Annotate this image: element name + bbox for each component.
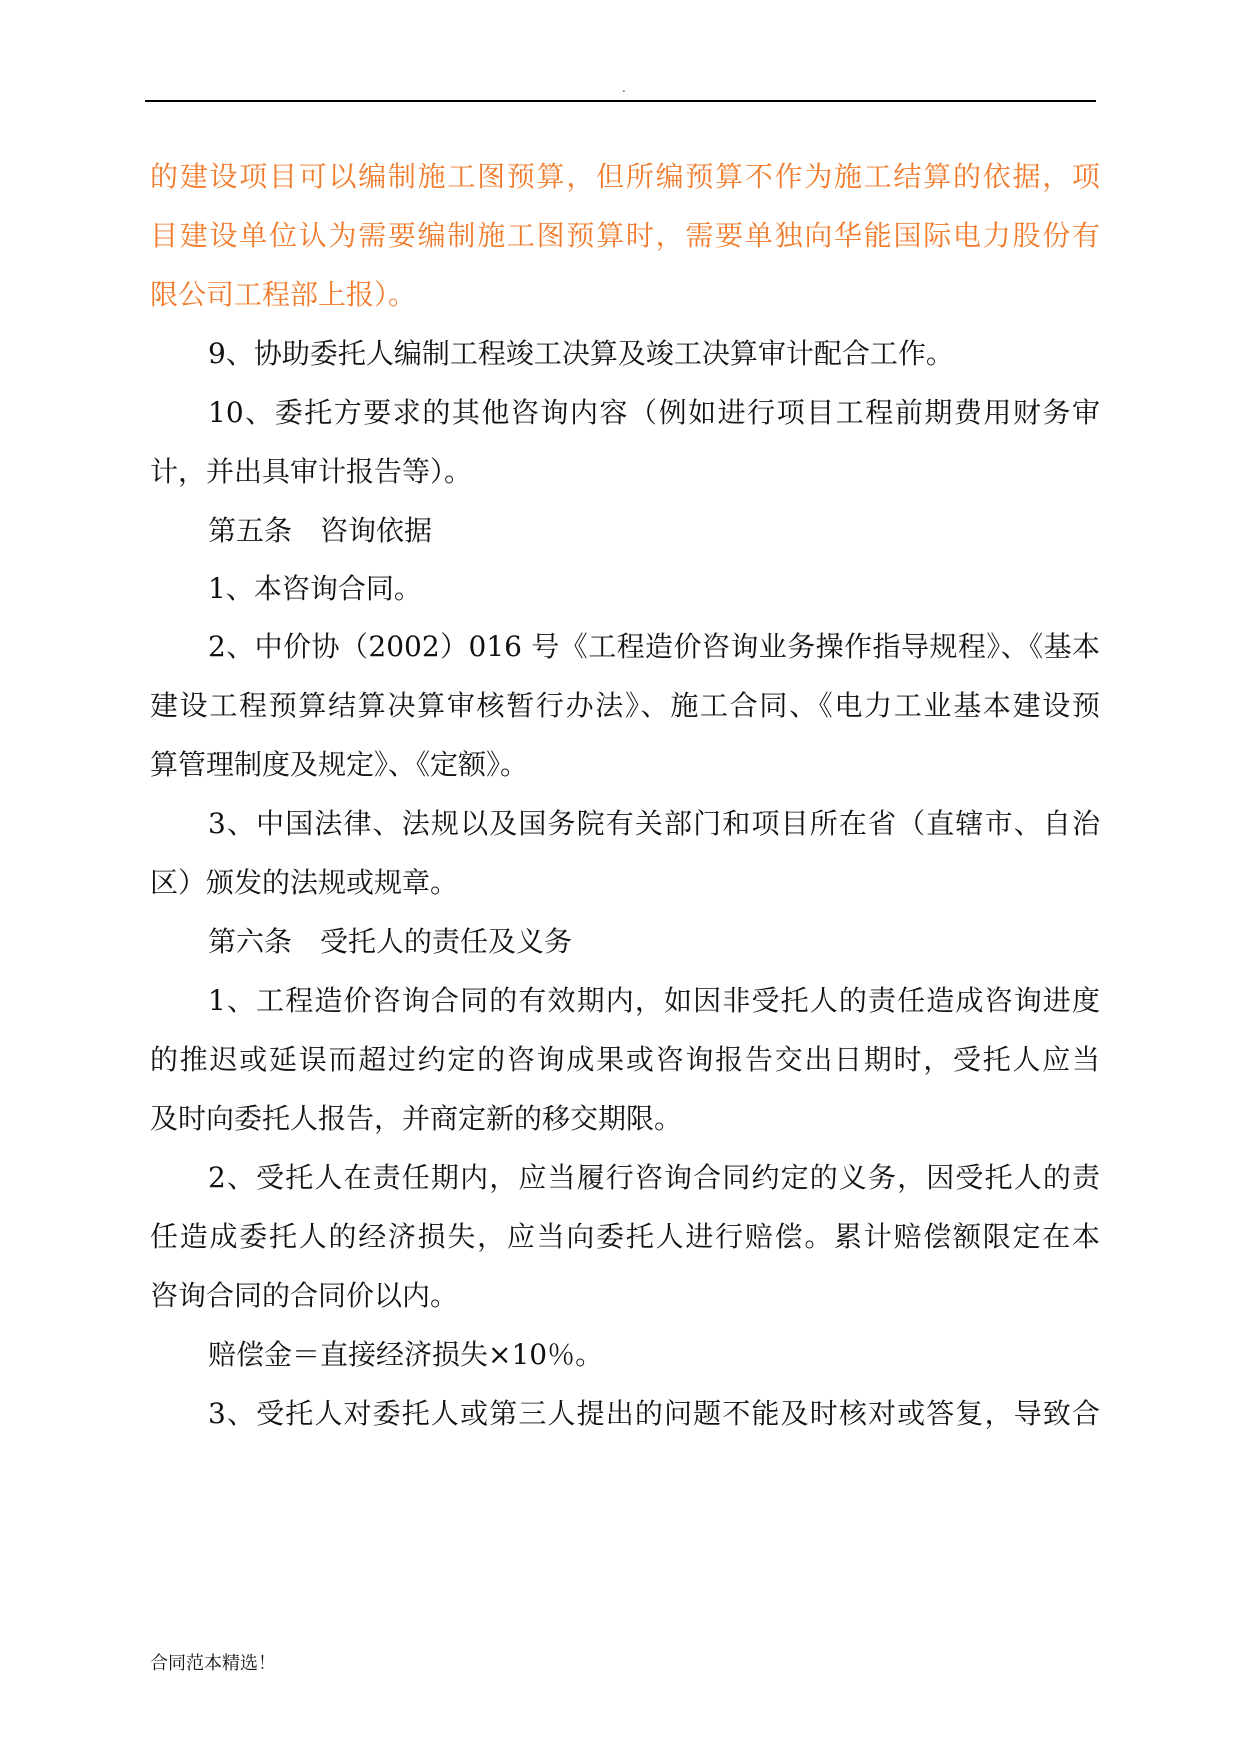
paragraph-line: 区）颁发的法规或规章。 — [150, 866, 459, 899]
section-heading: 第五条 咨询依据 — [208, 514, 433, 547]
paragraph-line: 10、委托方要求的其他咨询内容（例如进行项目工程前期费用财务审 — [208, 396, 1100, 429]
formula-line: 赔偿金＝直接经济损失×10％。 — [208, 1338, 604, 1371]
paragraph-line: 2、中价协（2002）016 号《工程造价咨询业务操作指导规程》、《基本 — [208, 630, 1100, 663]
header-rule — [145, 100, 1096, 102]
paragraph-line: 2、受托人在责任期内，应当履行咨询合同约定的义务，因受托人的责 — [208, 1161, 1100, 1194]
paragraph-line: 目建设单位认为需要编制施工图预算时，需要单独向华能国际电力股份有 — [150, 219, 1100, 252]
paragraph-line: 咨询合同的合同价以内。 — [150, 1279, 459, 1312]
paragraph-line: 建设工程预算结算决算审核暂行办法》、施工合同、《电力工业基本建设预 — [150, 689, 1100, 722]
paragraph-line: 9、协助委托人编制工程竣工决算及竣工决算审计配合工作。 — [208, 337, 954, 370]
paragraph-line: 1、工程造价咨询合同的有效期内，如因非受托人的责任造成咨询进度 — [208, 984, 1100, 1017]
paragraph-line: 及时向委托人报告，并商定新的移交期限。 — [150, 1102, 683, 1135]
paragraph-line: 3、受托人对委托人或第三人提出的问题不能及时核对或答复，导致合 — [208, 1397, 1100, 1430]
paragraph-line: 的推迟或延误而超过约定的咨询成果或咨询报告交出日期时，受托人应当 — [150, 1043, 1100, 1076]
paragraph-line: 3、中国法律、法规以及国务院有关部门和项目所在省（直辖市、自治 — [208, 807, 1100, 840]
paragraph-line: 限公司工程部上报）。 — [150, 278, 417, 311]
paragraph-line: 任造成委托人的经济损失，应当向委托人进行赔偿。累计赔偿额限定在本 — [150, 1220, 1100, 1253]
footer-text: 合同范本精选！ — [150, 1653, 276, 1674]
header-mark: . — [622, 81, 626, 95]
section-heading: 第六条 受托人的责任及义务 — [208, 925, 573, 958]
paragraph-line: 计，并出具审计报告等）。 — [150, 455, 473, 488]
paragraph-line: 的建设项目可以编制施工图预算，但所编预算不作为施工结算的依据，项 — [150, 160, 1100, 193]
paragraph-line: 1、本咨询合同。 — [208, 572, 422, 605]
paragraph-line: 算管理制度及规定》、《定额》。 — [150, 748, 529, 781]
